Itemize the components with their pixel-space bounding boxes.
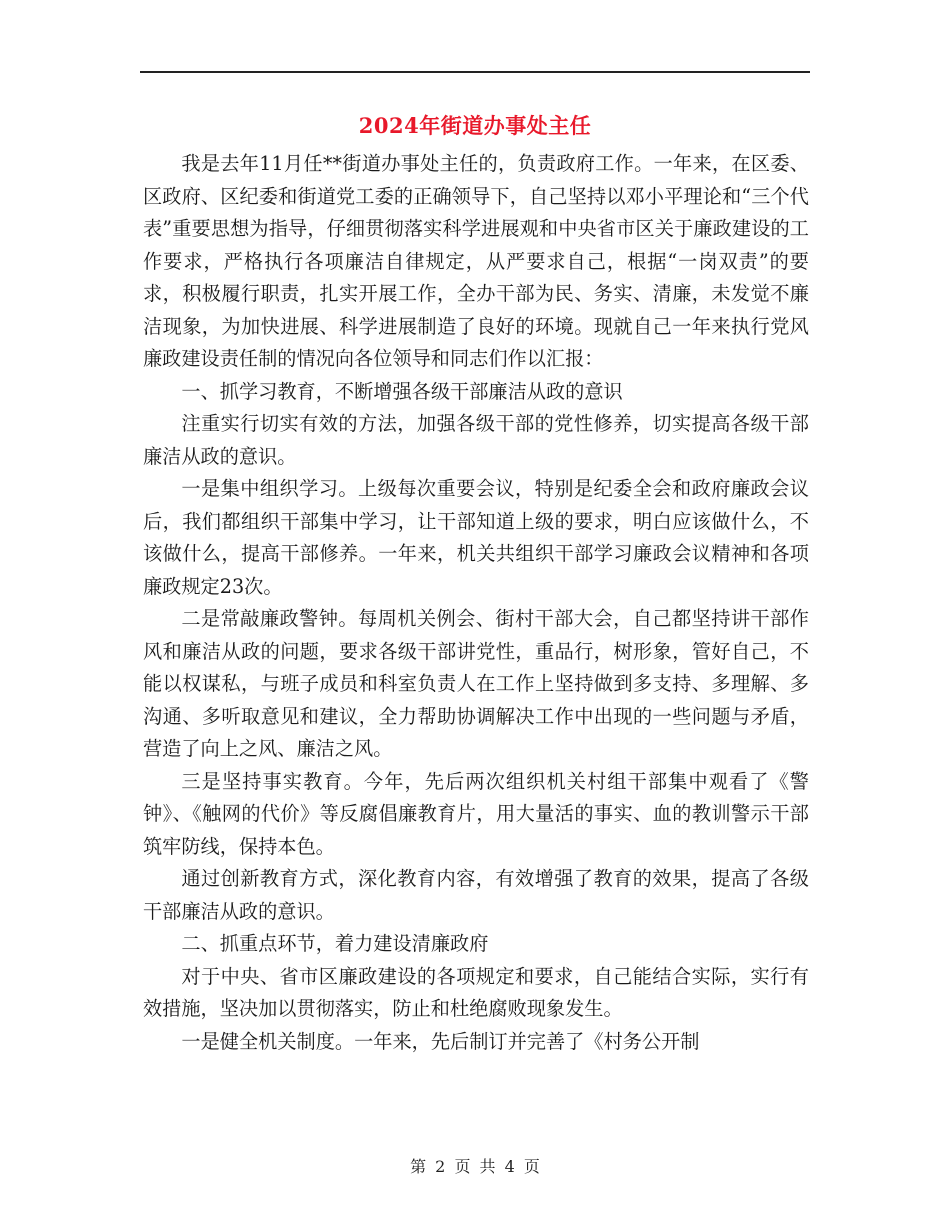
page-number-footer: 第 2 页 共 4 页 — [410, 1157, 540, 1176]
document-title: 2024年街道办事处主任 — [358, 113, 592, 138]
header-rule — [140, 71, 810, 73]
section-heading-2: 二、抓重点环节，着力建设清廉政府 — [181, 932, 489, 955]
paragraph: 三是坚持事实教育。今年，先后两次组织机关村组干部集中观看了《警钟》、《触网的代价》等反腐倡廉教育片，用大量活的事实、血的教训警示干部筑牢防线，保持本色。 — [143, 769, 809, 858]
paragraph: 一是健全机关制度。一年来，先后制订并完善了《村务公开制 — [181, 1029, 700, 1053]
paragraph-intro: 我是去年11月任**街道办事处主任的，负责政府工作。一年来，在区委、区政府、区纪委和街道党工委的正确领导下，自己坚持以邓小平理论和“三个代表”重要思想为指导，仔细贯彻落实科学进展观和中央省市区关于廉政建设的工作要求，严格执行各项廉洁自律规定，从严要求自己，根据“一岗双责”的要求，积极履行职责，扎实开展工作，全办干部为民、务实、清廉，未发觉不廉洁现象，为加快进展、科学进展制造了良好的环境。现就自己一年来执行党风廉政建设责任制的情况向各位领导和同志们作以汇报： — [143, 152, 809, 370]
paragraph: 对于中央、省市区廉政建设的各项规定和要求，自己能结合实际，实行有效措施，坚决加以贯彻落实，防止和杜绝腐败现象发生。 — [143, 964, 809, 1020]
paragraph: 通过创新教育方式，深化教育内容，有效增强了教育的效果，提高了各级干部廉洁从政的意识。 — [143, 867, 809, 923]
paragraph: 二是常敲廉政警钟。每周机关例会、街村干部大会，自己都坚持讲干部作风和廉洁从政的问题，要求各级干部讲党性，重品行，树形象，管好自己，不能以权谋私，与班子成员和科室负责人在工作上坚持做到多支持、多理解、多沟通、多听取意见和建议，全力帮助协调解决工作中出现的一些问题与矛盾，营造了向上之风、廉洁之风。 — [143, 607, 809, 760]
paragraph: 注重实行切实有效的方法，加强各级干部的党性修养，切实提高各级干部廉洁从政的意识。 — [143, 412, 809, 468]
document-body — [143, 148, 809, 1058]
section-heading-1: 一、抓学习教育，不断增强各级干部廉洁从政的意识 — [181, 379, 623, 403]
paragraph: 一是集中组织学习。上级每次重要会议，特别是纪委全会和政府廉政会议后，我们都组织干部集中学习，让干部知道上级的要求，明白应该做什么，不该做什么，提高干部修养。一年来，机关共组织干部学习廉政会议精神和各项廉政规定23次。 — [143, 477, 809, 598]
